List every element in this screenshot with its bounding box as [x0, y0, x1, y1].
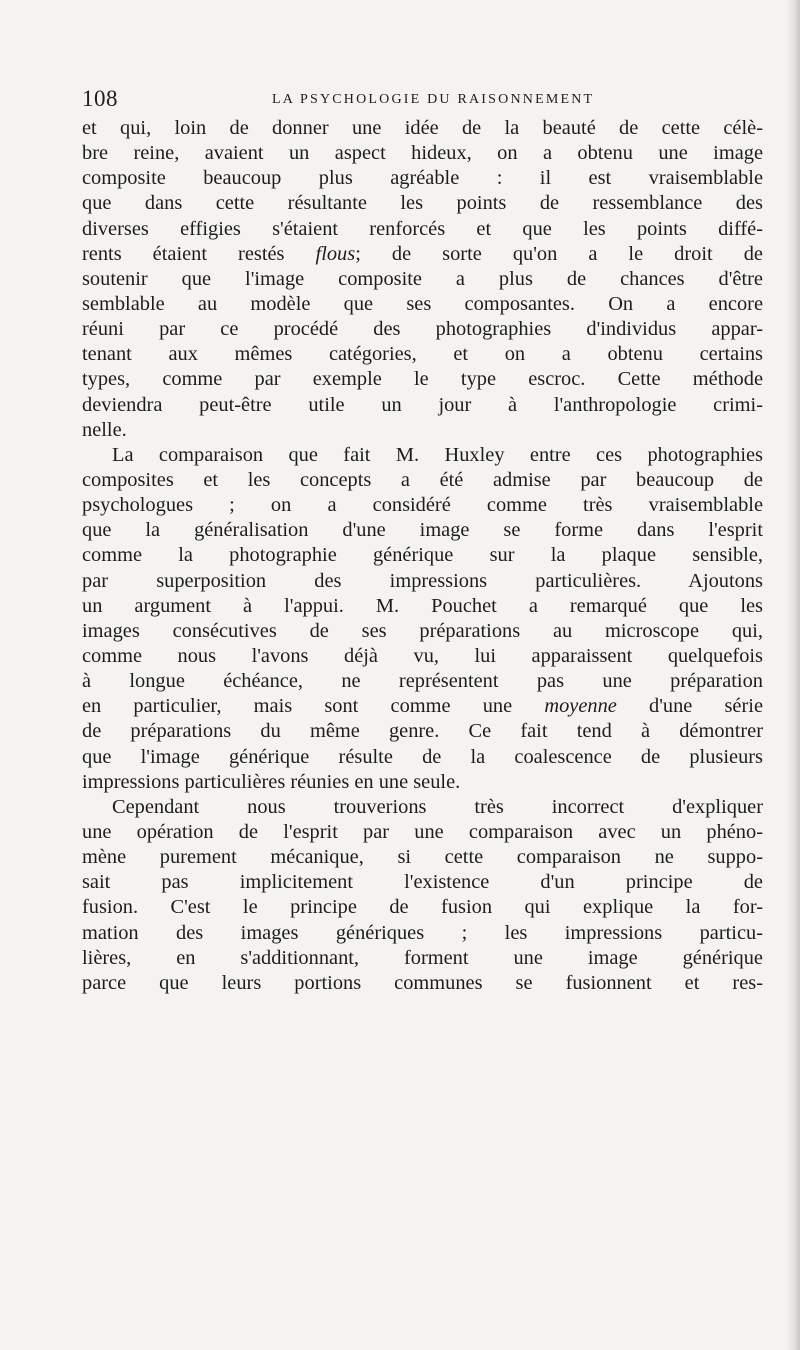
- text-line: que dans cette résultante les points de ressemblance des: [82, 192, 763, 215]
- text-fragment: d'une série: [616, 695, 763, 718]
- text-line: par superposition des impressions particulières. Ajoutons: [82, 569, 763, 592]
- text-line: de préparations du même genre. Ce fait tend à démontrer: [82, 720, 763, 743]
- text-line: réuni par ce procédé des photographies d'individus appar-: [82, 318, 763, 341]
- text-line: fusion. C'est le principe de fusion qui explique la for-: [82, 896, 763, 919]
- text-fragment: en particulier, mais sont comme une: [82, 695, 513, 718]
- body-text: [82, 116, 763, 996]
- text-line: parce que leurs portions communes se fusionnent et res-: [82, 971, 763, 994]
- text-line-mixed: [82, 242, 763, 267]
- text-line: diverses effigies s'étaient renforcés et que les points diffé-: [82, 217, 763, 240]
- text-line: et qui, loin de donner une idée de la beauté de cette célè-: [82, 117, 763, 139]
- text-line: à longue échéance, ne représentent pas une préparation: [82, 670, 763, 693]
- text-line: un argument à l'appui. M. Pouchet a remarqué que les: [82, 594, 763, 617]
- text-line: Cependant nous trouverions très incorrect d'expliquer: [112, 795, 763, 818]
- italic-word: flous: [315, 242, 356, 265]
- text-line: lières, en s'additionnant, forment une image générique: [82, 946, 763, 969]
- text-line: soutenir que l'image composite a plus de chances d'être: [82, 267, 763, 290]
- text-line: bre reine, avaient un aspect hideux, on a obtenu une image: [82, 142, 763, 165]
- text-line: sait pas implicitement l'existence d'un principe de: [82, 871, 763, 894]
- text-line: impressions particulières réunies en une seule.: [82, 770, 461, 793]
- text-line: nelle.: [82, 418, 127, 441]
- italic-word: moyenne: [544, 695, 617, 718]
- text-fragment: rents étaient restés: [82, 242, 285, 265]
- text-line: mène purement mécanique, si cette comparaison ne suppo-: [82, 846, 763, 869]
- text-line: psychologues ; on a considéré comme très vraisemblable: [82, 494, 763, 517]
- page-edge-shadow: [786, 0, 800, 1350]
- text-line: tenant aux mêmes catégories, et on a obtenu certains: [82, 343, 763, 366]
- text-line-mixed: [82, 694, 763, 719]
- text-line: deviendra peut-être utile un jour à l'anthropologie crimi-: [82, 393, 763, 416]
- text-line: comme la photographie générique sur la plaque sensible,: [82, 544, 763, 567]
- text-line: semblable au modèle que ses composantes. On a encore: [82, 292, 763, 315]
- page-header: [82, 86, 762, 112]
- text-line: mation des images génériques ; les impressions particu-: [82, 921, 763, 944]
- text-line: que l'image générique résulte de la coalescence de plusieurs: [82, 745, 763, 768]
- text-line: comme nous l'avons déjà vu, lui apparaissent quelquefois: [82, 644, 763, 667]
- text-line: composites et les concepts a été admise par beaucoup de: [82, 468, 763, 491]
- text-line: composite beaucoup plus agréable : il est vraisemblable: [82, 167, 763, 190]
- text-line: que la généralisation d'une image se forme dans l'esprit: [82, 519, 763, 542]
- text-line: La comparaison que fait M. Huxley entre ces photographies: [112, 443, 763, 466]
- text-line: une opération de l'esprit par une comparaison avec un phéno-: [82, 820, 763, 843]
- text-fragment: ; de sorte qu'on a le droit de: [355, 242, 763, 265]
- running-head: LA PSYCHOLOGIE DU RAISONNEMENT: [272, 92, 595, 107]
- text-line: images consécutives de ses préparations au microscope qui,: [82, 619, 763, 642]
- text-line: types, comme par exemple le type escroc. Cette méthode: [82, 368, 763, 391]
- page-number: 108: [82, 86, 118, 111]
